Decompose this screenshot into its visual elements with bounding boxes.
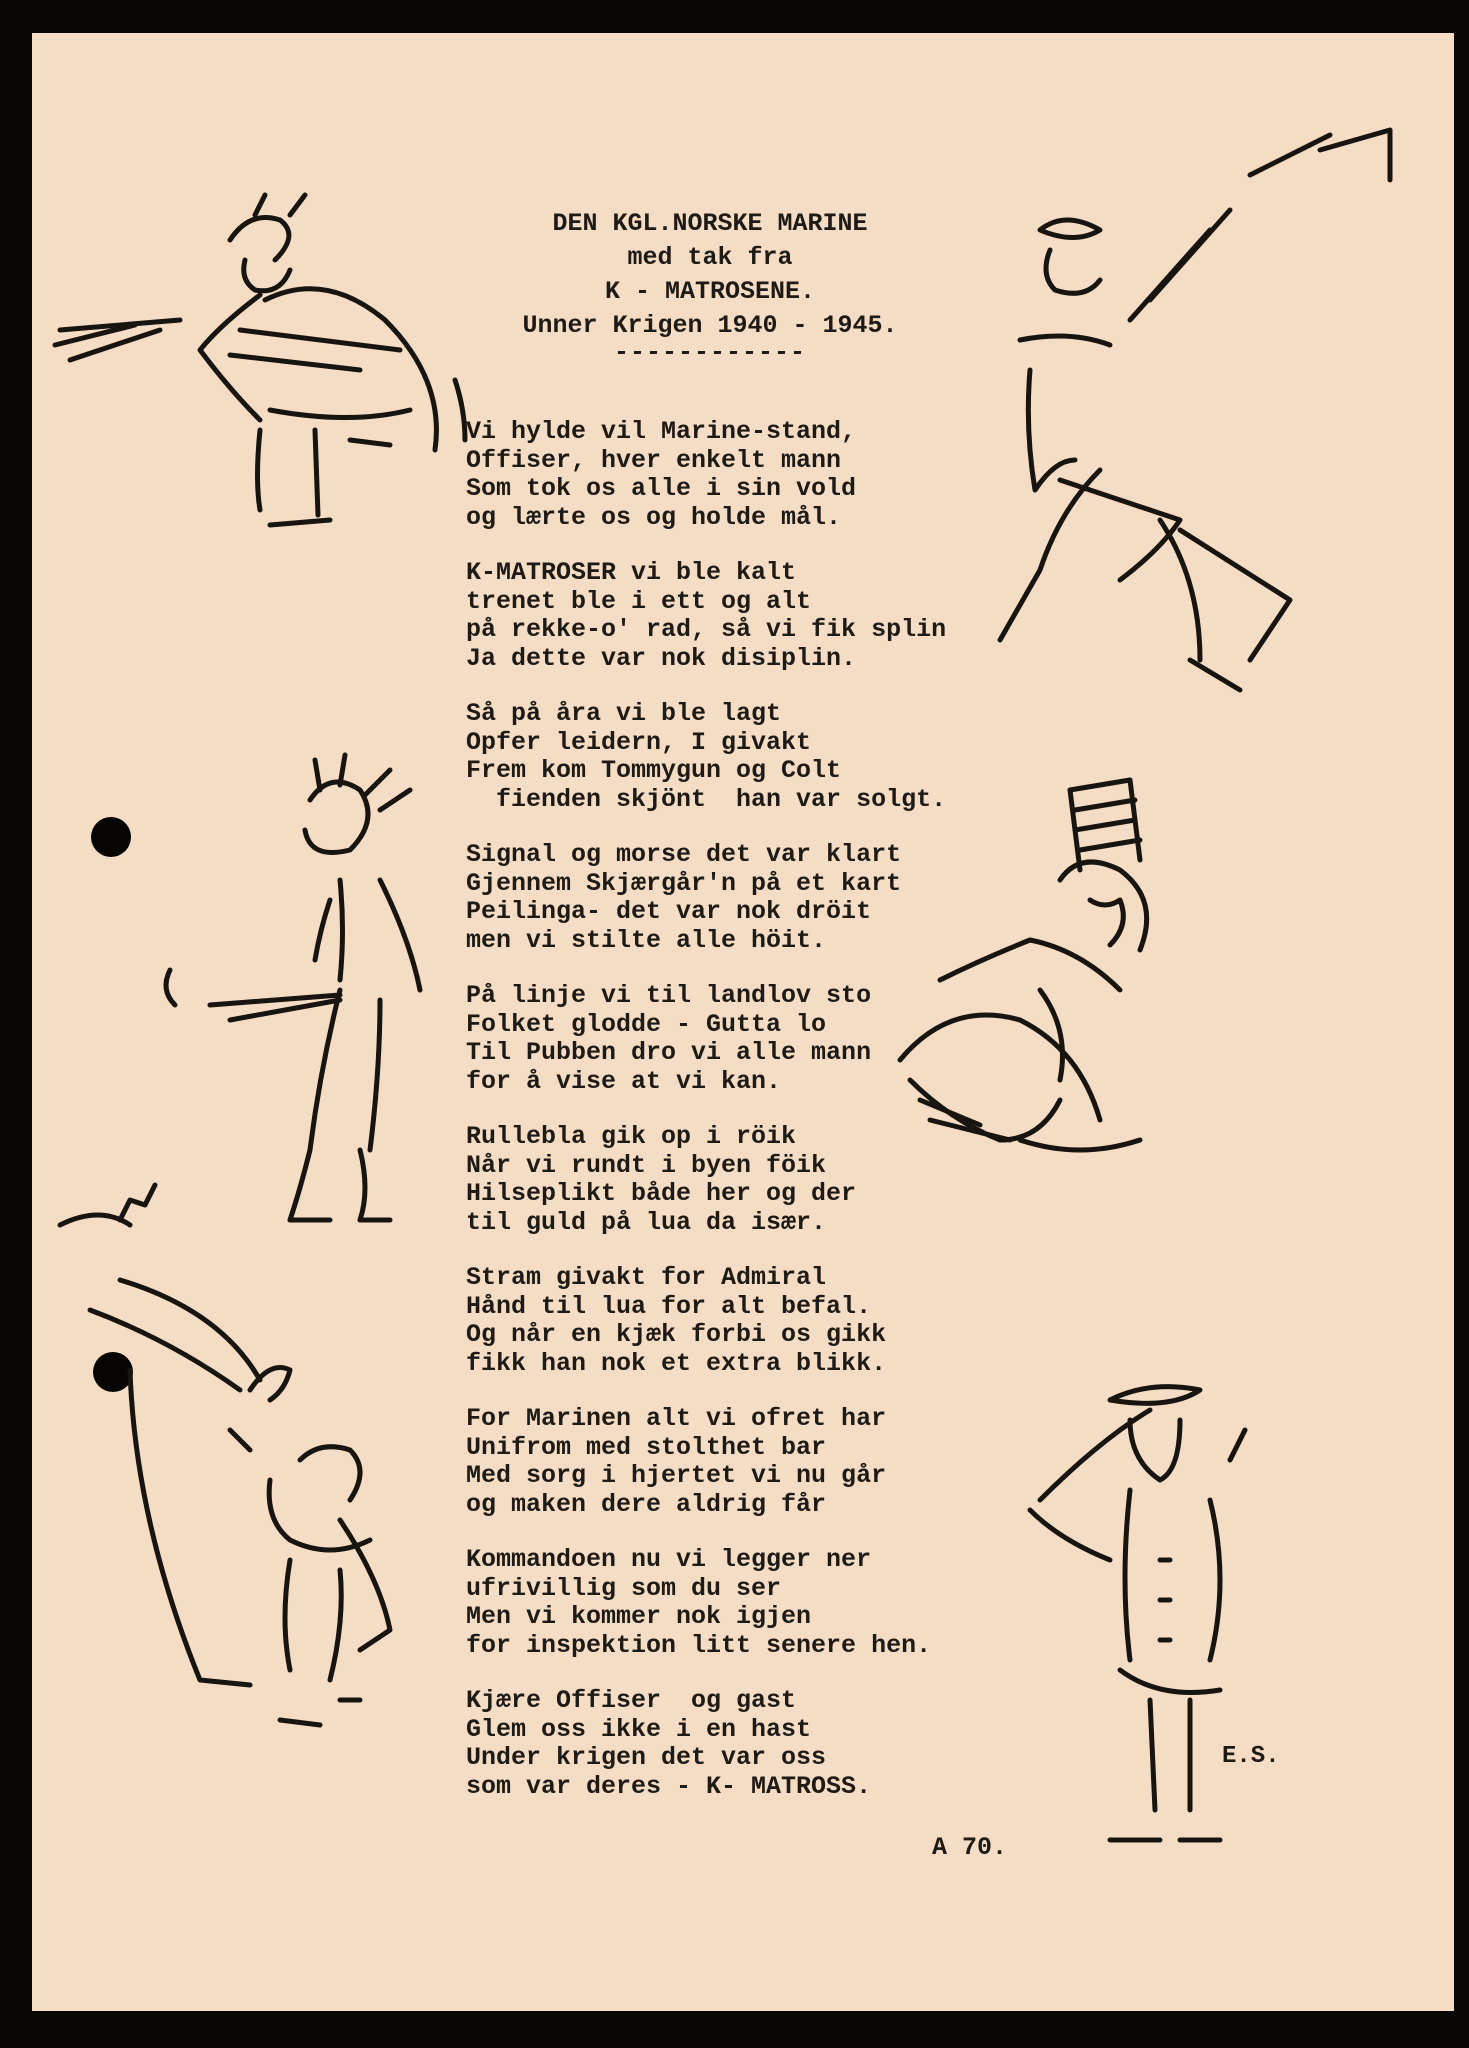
header-rule: ------------ [613, 338, 807, 367]
poem-line: Med sorg i hjertet vi nu går [466, 1461, 887, 1490]
poem-stanza [466, 1546, 1066, 1660]
poem-line: Folket glodde - Gutta lo [466, 1009, 827, 1039]
poem-line: Som tok os alle i sin vold [466, 474, 857, 503]
poem-line: fikk han nok et extra blikk. [466, 1348, 887, 1378]
poem-stanza [466, 559, 1066, 673]
header-line-1: DEN KGL.NORSKE MARINE [552, 209, 868, 238]
sketch-sailor-tommygun [60, 755, 420, 1225]
poem-stanza [466, 1687, 1066, 1801]
poem-line: som var deres - K- MATROSS. [466, 1771, 872, 1801]
poem-line: og maken dere aldrig får [466, 1489, 827, 1519]
poem-line: Offiser, hver enkelt mann [466, 445, 842, 475]
poem-stanza [466, 982, 1066, 1096]
poem-line: Stram givakt for Admiral [466, 1263, 827, 1292]
artist-initials: E.S. [1222, 1743, 1280, 1770]
poem-stanza [466, 418, 1066, 532]
poem-stanza [466, 1123, 1066, 1237]
poem-line: til guld på lua da især. [466, 1207, 827, 1237]
poem-line: Vi hylde vil Marine-stand, [466, 417, 857, 446]
poem-line: På linje vi til landlov sto [466, 981, 872, 1010]
poem [466, 418, 1066, 1828]
poem-line: for å vise at vi kan. [466, 1066, 782, 1096]
poem-line: Opfer leidern, I givakt [466, 727, 812, 757]
poem-stanza [466, 1264, 1066, 1378]
sketch-sailor-semaphore [90, 1280, 390, 1725]
poem-line: For Marinen alt vi ofret har [466, 1404, 887, 1433]
poem-line: Men vi kommer nok igjen [466, 1602, 812, 1631]
document-header [440, 207, 980, 367]
poem-line: Glem oss ikke i en hast [466, 1714, 812, 1744]
poem-line: Peilinga- det var nok dröit [466, 897, 872, 926]
poem-line: og lærte os og holde mål. [466, 502, 842, 532]
poem-line: Til Pubben dro vi alle mann [466, 1038, 872, 1067]
poem-line: Så på åra vi ble lagt [466, 699, 782, 728]
header-line-4: Unner Krigen 1940 - 1945. [522, 311, 898, 340]
poem-line: K-MATROSER vi ble kalt [466, 558, 797, 587]
poem-line: Under krigen det var oss [466, 1743, 827, 1772]
poem-line: Unifrom med stolthet bar [466, 1432, 827, 1462]
poem-line: Signal og morse det var klart [466, 840, 902, 869]
header-line-3: K - MATROSENE. [604, 277, 816, 306]
poem-line: Ja dette var nok disiplin. [466, 643, 857, 673]
header-line-2: med tak fra [627, 243, 793, 272]
poem-line: Hilseplikt både her og der [466, 1179, 857, 1208]
poem-line: Kjære Offiser og gast [466, 1686, 797, 1715]
poem-line: Rullebla gik op i röik [466, 1122, 797, 1151]
poem-stanza [466, 1405, 1066, 1519]
poem-line: Hånd til lua for alt befal. [466, 1291, 872, 1321]
poem-line: trenet ble i ett og alt [466, 586, 812, 616]
page-number: A 70. [932, 1833, 1008, 1862]
poem-stanza [466, 700, 1066, 814]
poem-line: Kommandoen nu vi legger ner [466, 1545, 872, 1574]
poem-line: ufrivillig som du ser [466, 1573, 782, 1603]
poem-line: Frem kom Tommygun og Colt [466, 756, 842, 785]
poem-line: Og når en kjæk forbi os gikk [466, 1320, 887, 1349]
poem-line: fienden skjönt han var solgt. [466, 784, 947, 814]
sketch-sailor-rifle [55, 195, 465, 525]
poem-line: Når vi rundt i byen föik [466, 1150, 827, 1180]
poem-line: for inspektion litt senere hen. [466, 1630, 932, 1660]
poem-line: men vi stilte alle höit. [466, 925, 827, 955]
poem-line: Gjennem Skjærgår'n på et kart [466, 868, 902, 898]
poem-stanza [466, 841, 1066, 955]
poem-line: på rekke-o' rad, så vi fik splin [466, 615, 947, 644]
